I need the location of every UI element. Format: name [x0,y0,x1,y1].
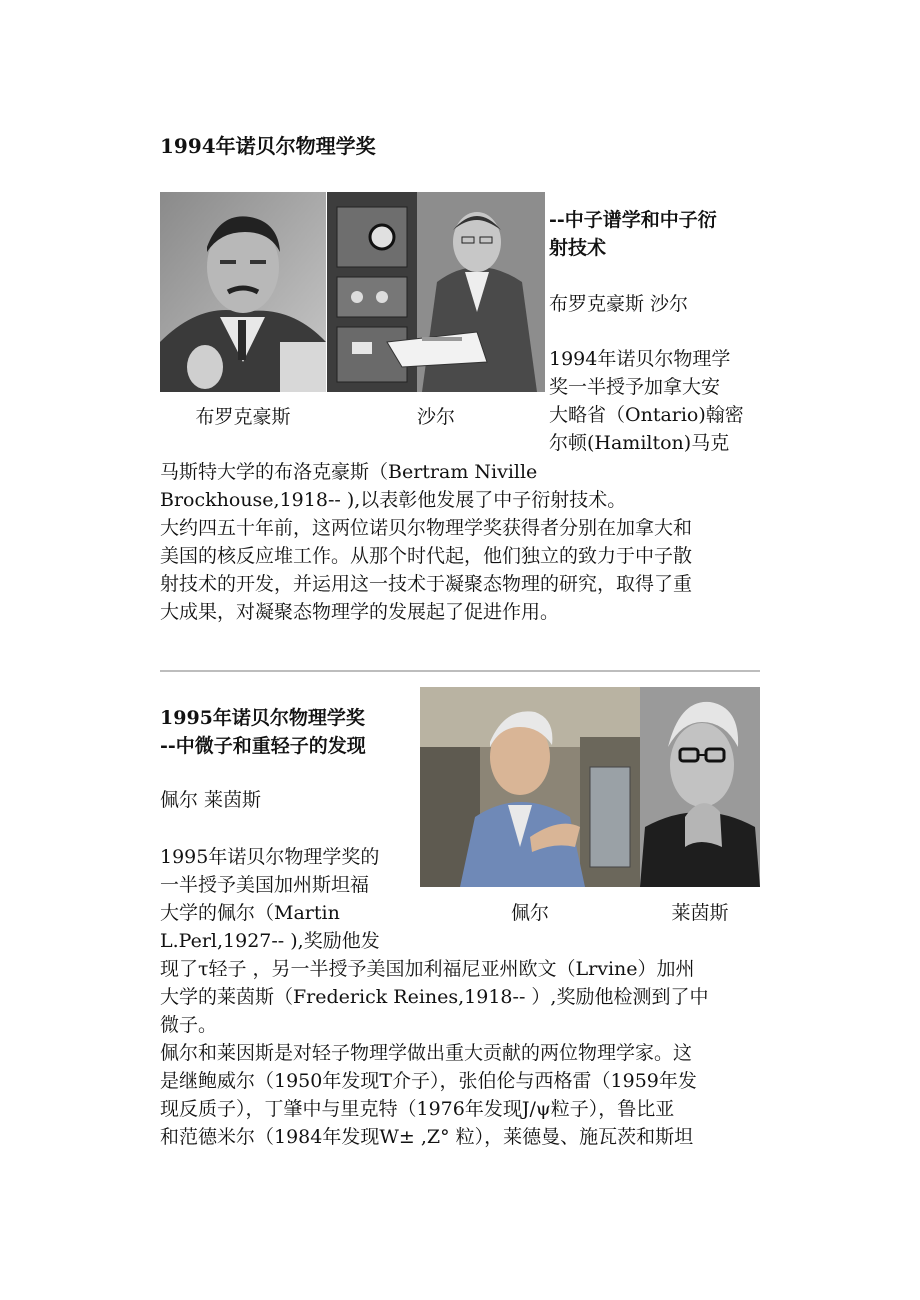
section-1995-body-line: 微子。 [160,1014,218,1036]
section-1994-side-line: 1994年诺贝尔物理学 [549,348,731,370]
brockhouse-caption: 布罗克豪斯 [195,406,291,428]
section-1995-names: 佩尔 莱茵斯 [160,789,262,811]
section-1995-side-line: 一半授予美国加州斯坦福 [160,874,370,896]
section-1994-side-line: 尔顿(Hamilton)马克 [549,432,730,454]
section-1995-title: 1995年诺贝尔物理学奖 [160,707,365,729]
section-1994-body-line: Brockhouse,1918-- ),以表彰他发展了中子衍射技术。 [160,489,627,511]
section-1995-side-line: L.Perl,1927-- ),奖励他发 [160,930,380,952]
section-1994-side-line: 奖一半授予加拿大安 [549,376,721,398]
shull-caption: 沙尔 [416,406,455,428]
section-1995-body-line: 大学的莱茵斯（Frederick Reines,1918-- ）,奖励他检测到了中 [160,986,709,1008]
reines-caption: 莱茵斯 [671,902,729,924]
perl-photo [420,687,640,887]
perl-caption: 佩尔 [510,902,549,924]
section-1994-title: 1994年诺贝尔物理学奖 [160,134,376,158]
section-1994-body-line: 大约四五十年前，这两位诺贝尔物理学奖获得者分别在加拿大和 [160,517,693,539]
section-1994-body-line: 大成果，对凝聚态物理学的发展起了促进作用。 [160,601,560,623]
section-1995-body-line: 佩尔和莱因斯是对轻子物理学做出重大贡献的两位物理学家。这 [160,1042,693,1064]
shull-photo [327,192,545,392]
section-1995-body-line: 现了τ轻子 ，另一半授予美国加利福尼亚州欧文（Lrvine）加州 [160,958,695,980]
section-1995-subtitle: --中微子和重轻子的发现 [160,735,366,757]
section-1994-body-line: 射技术的开发，并运用这一技术于凝聚态物理的研究，取得了重 [160,573,693,595]
section-1994-subtitle-line1: --中子谱学和中子衍 [549,209,717,231]
section-1995-side-line: 1995年诺贝尔物理学奖的 [160,846,380,868]
section-1994-body-line: 美国的核反应堆工作。从那个时代起，他们独立的致力于中子散 [160,545,693,567]
section-divider [160,670,760,672]
section-1994-subtitle-line2: 射技术 [549,237,607,259]
section-1995-body-line: 是继鲍威尔（1950年发现Τ介子），张伯伦与西格雷（1959年发 [160,1070,697,1092]
section-1994-side-line: 大略省（Ontario)翰密 [549,404,744,426]
brockhouse-photo [160,192,326,392]
section-1995-body-line: 和范德米尔（1984年发现W± ,Z° 粒），莱德曼、施瓦茨和斯坦 [160,1126,694,1148]
section-1994-body-line: 马斯特大学的布洛克豪斯（Bertram Niville [160,461,538,483]
reines-photo [640,687,760,887]
section-1995-side-line: 大学的佩尔（Martin [160,902,340,924]
section-1994-names: 布罗克豪斯 沙尔 [549,293,689,315]
section-1995-body-line: 现反质子），丁肇中与里克特（1976年发现J/ψ粒子），鲁比亚 [160,1098,675,1120]
